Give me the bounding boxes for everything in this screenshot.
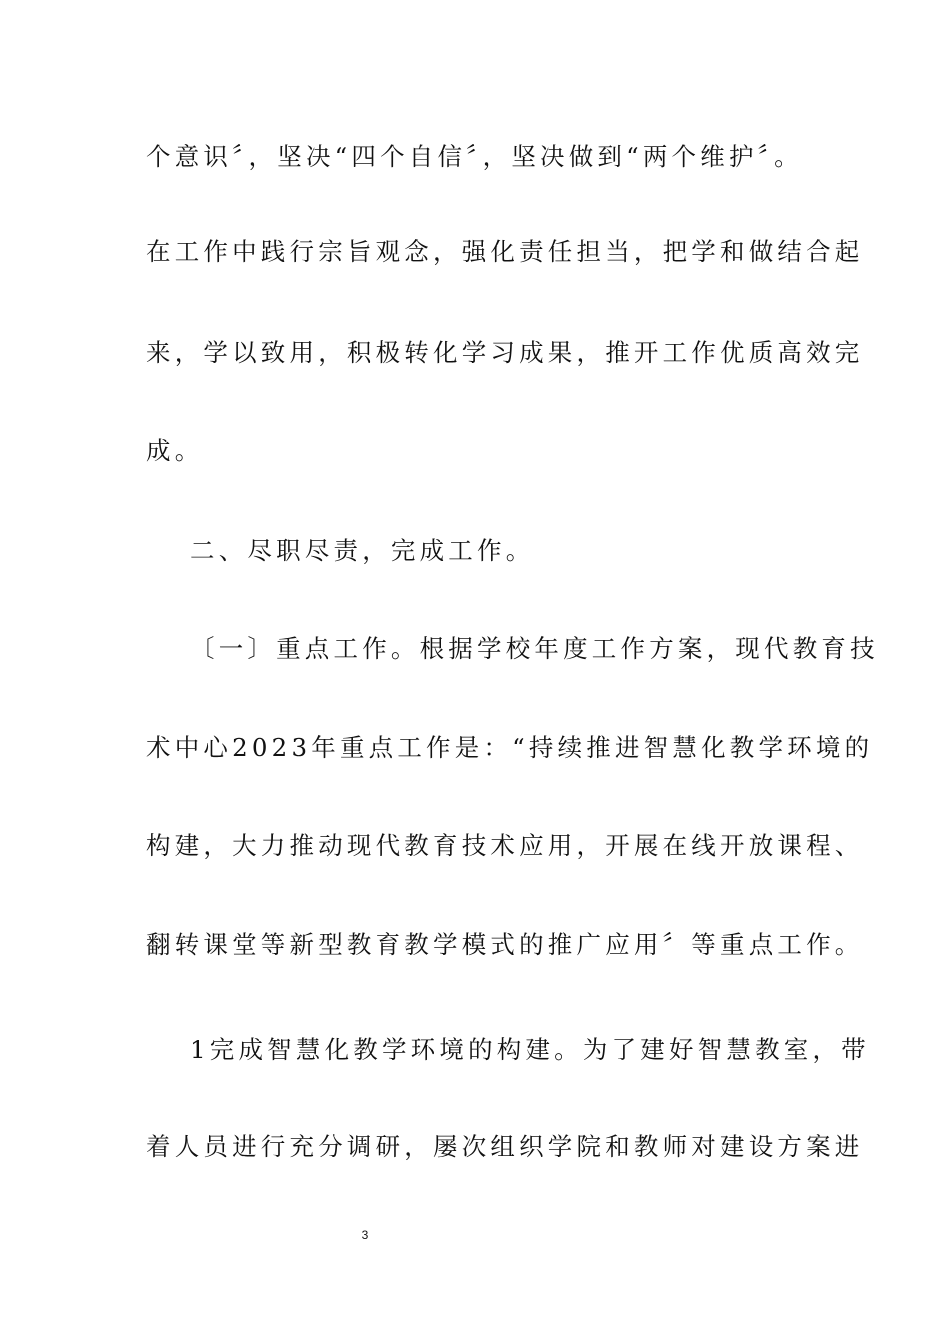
text-line: 术中心2023年重点工作是：“持续推进智慧化教学环境的 xyxy=(146,733,874,762)
section-heading: 二、尽职尽责，完成工作。 xyxy=(190,536,535,565)
text-line: 1完成智慧化教学环境的构建。为了建好智慧教室，带 xyxy=(190,1035,870,1064)
text-line: 来，学以致用，积极转化学习成果，推开工作优质高效完 xyxy=(146,338,864,367)
text-line: 构建，大力推动现代教育技术应用，开展在线开放课程、 xyxy=(146,831,864,860)
text-line: 翻转课堂等新型教育教学模式的推广应用〞等重点工作。 xyxy=(146,930,864,959)
text-line: 在工作中践行宗旨观念，强化责任担当，把学和做结合起 xyxy=(146,237,864,266)
text-line: 着人员进行充分调研，屡次组织学院和教师对建设方案进 xyxy=(146,1132,864,1161)
page-number: 3 xyxy=(361,1228,369,1242)
subsection-heading: 〔一〕重点工作。根据学校年度工作方案，现代教育技 xyxy=(190,634,879,663)
text-line: 个意识〞，坚决“四个自信〞，坚决做到“两个维护〞。 xyxy=(146,142,803,171)
text-line: 成。 xyxy=(146,436,204,465)
